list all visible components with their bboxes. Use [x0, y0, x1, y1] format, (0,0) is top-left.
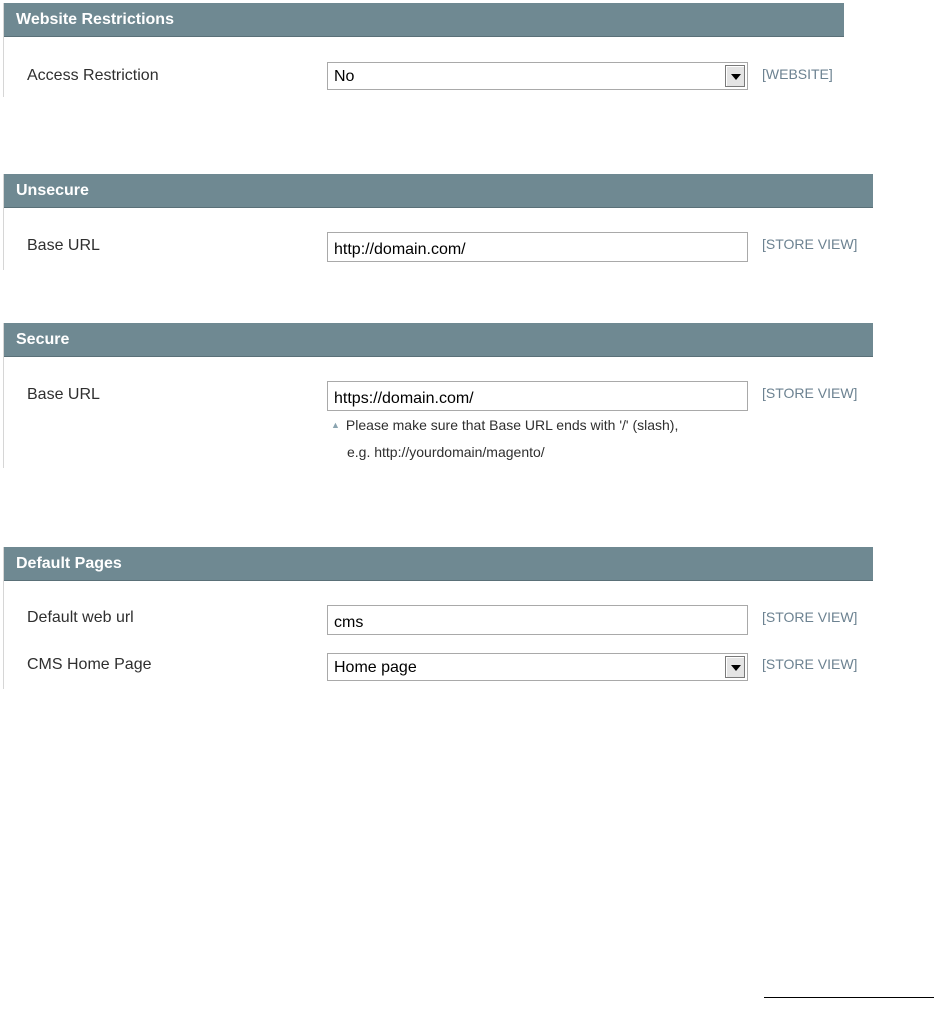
access-restriction-select[interactable] — [327, 62, 748, 90]
cms-home-page-value: Home page — [334, 659, 417, 676]
secure-base-url-note — [331, 413, 678, 465]
default-pages-section — [3, 547, 873, 689]
default-web-url-scope: [STORE VIEW] — [762, 609, 858, 625]
unsecure-base-url-input[interactable] — [327, 232, 748, 262]
cms-home-page-label: CMS Home Page — [27, 656, 152, 673]
unsecure-base-url-label: Base URL — [27, 237, 100, 254]
unsecure-section — [3, 174, 873, 270]
secure-section — [3, 323, 873, 468]
default-web-url-label: Default web url — [27, 609, 134, 626]
note-line-1: Please make sure that Base URL ends with '/' (slash), — [345, 417, 679, 433]
triangle-up-icon: ▲ — [331, 420, 340, 430]
secure-base-url-input[interactable] — [327, 381, 748, 411]
secure-header[interactable]: Secure — [4, 323, 873, 357]
unsecure-header[interactable]: Unsecure — [4, 174, 873, 208]
default-web-url-input[interactable] — [327, 605, 748, 635]
unsecure-base-url-scope: [STORE VIEW] — [762, 236, 858, 252]
cms-home-page-scope: [STORE VIEW] — [762, 656, 858, 672]
chevron-down-icon[interactable] — [725, 65, 745, 87]
chevron-down-icon[interactable] — [725, 656, 745, 678]
access-restriction-label: Access Restriction — [27, 67, 159, 84]
default-pages-header[interactable]: Default Pages — [4, 547, 873, 581]
access-restriction-value: No — [334, 68, 355, 85]
access-restriction-scope: [WEBSITE] — [762, 66, 833, 82]
note-line-2: e.g. http://yourdomain/magento/ — [347, 444, 545, 460]
secure-base-url-label: Base URL — [27, 386, 100, 403]
website-restrictions-header[interactable]: Website Restrictions — [4, 3, 844, 37]
secure-base-url-scope: [STORE VIEW] — [762, 385, 858, 401]
divider — [764, 997, 934, 998]
website-restrictions-section — [3, 3, 844, 97]
cms-home-page-select[interactable] — [327, 653, 748, 681]
